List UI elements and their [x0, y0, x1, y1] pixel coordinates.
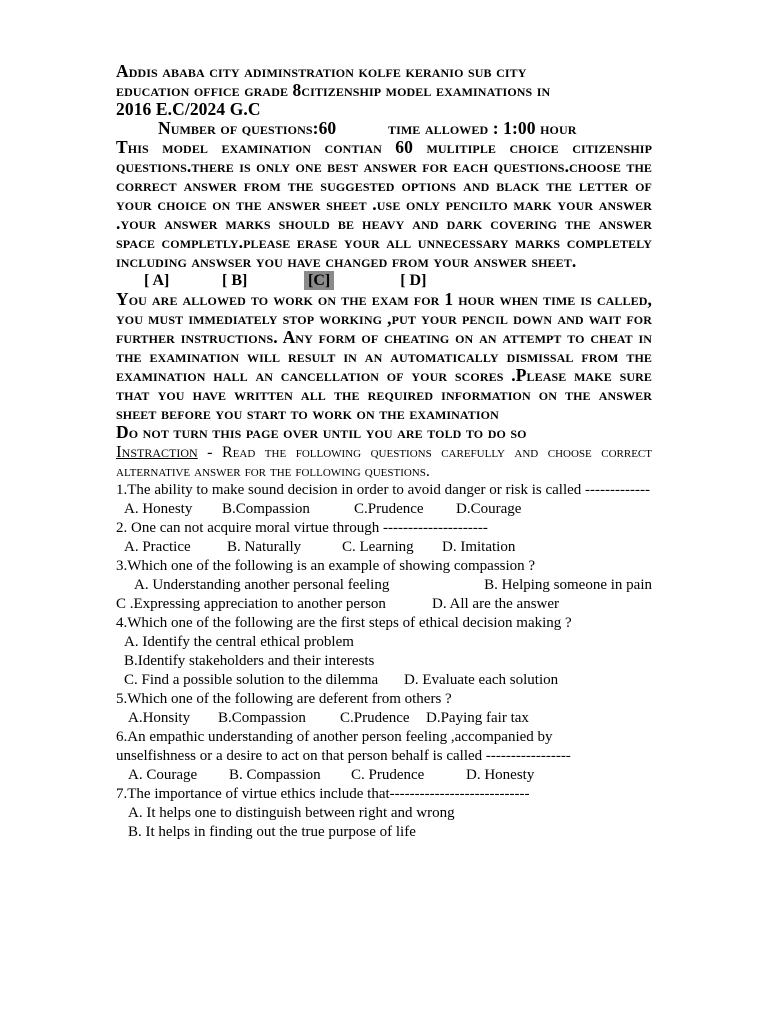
q2-option-b: B. Naturally [227, 539, 302, 555]
q1-option-b: B.Compassion [222, 501, 310, 517]
instraction-text: - Read the following questions carefully and choose correct alternative answer for the following questions. [116, 444, 652, 480]
question-1 [116, 481, 652, 519]
question-1-options [116, 500, 652, 519]
question-2-text: 2. One can not acquire moral virtue through --------------------- [116, 520, 488, 536]
question-4 [116, 614, 652, 690]
question-6-text-line-1: 6.An empathic understanding of another person feeling ,accompanied by [116, 729, 553, 745]
q4-option-c: C. Find a possible solution to the dilemma [124, 672, 379, 688]
q1-option-a: A. Honesty [124, 501, 193, 517]
q4-option-b: B.Identify stakeholders and their interests [124, 653, 375, 669]
question-3-options-row-2 [116, 595, 652, 614]
q1-option-c: C.Prudence [354, 501, 424, 517]
q2-option-d: D. Imitation [442, 539, 516, 555]
title-line-2: education office grade 8citizenship model examinations in [116, 80, 551, 100]
question-3-options-row-1 [116, 576, 652, 595]
instraction-label: Instraction [116, 442, 198, 461]
q3-option-c: C .Expressing appreciation to another person [116, 596, 386, 612]
q1-option-d: D.Courage [456, 501, 522, 517]
q3-option-d: D. All are the answer [432, 596, 560, 612]
answer-option-d: [ D] [400, 272, 427, 289]
title-line-1: Addis ababa city adiminstration kolfe keranio sub city [116, 61, 527, 81]
instraction-block [116, 442, 652, 481]
q4-option-a: A. Identify the central ethical problem [124, 634, 354, 650]
title-line-3: 2016 E.C/2024 G.C [116, 99, 261, 119]
time-allowed: time allowed : 1:00 hour [388, 118, 577, 138]
question-2-options [116, 538, 652, 557]
answer-option-a: [ A] [144, 272, 170, 289]
question-7-text: 7.The importance of virtue ethics include that---------------------------- [116, 786, 530, 802]
question-2 [116, 519, 652, 557]
exam-title [116, 62, 652, 119]
exam-page [116, 62, 652, 842]
answer-option-c-shaded: [C] [304, 271, 334, 290]
q6-option-b: B. Compassion [229, 767, 321, 783]
q2-option-a: A. Practice [124, 539, 191, 555]
q5-option-d: D.Paying fair tax [426, 710, 529, 726]
q3-option-b: B. Helping someone in pain [484, 577, 652, 593]
question-4-options-row-3 [116, 671, 652, 690]
question-7 [116, 785, 652, 842]
q3-option-a: A. Understanding another personal feeling [134, 577, 390, 593]
number-of-questions: Number of questions:60 [158, 118, 337, 138]
q7-option-a: A. It helps one to distinguish between right and wrong [128, 805, 455, 821]
do-not-turn-notice: Do not turn this page over until you are told to do so [116, 422, 527, 442]
question-6-text-line-2: unselfishness or a desire to act on that person behalf is called ----------------- [116, 748, 571, 764]
question-1-text: 1.The ability to make sound decision in order to avoid danger or risk is called ------------- [116, 482, 650, 498]
q6-option-d: D. Honesty [466, 767, 535, 783]
question-4-text: 4.Which one of the following are the first steps of ethical decision making ? [116, 615, 572, 631]
q5-option-b: B.Compassion [218, 710, 306, 726]
question-6 [116, 728, 652, 785]
q5-option-a: A.Honsity [128, 710, 191, 726]
question-5-options [116, 709, 652, 728]
instructions-paragraph-2: You are allowed to work on the exam for 1 hour when time is called, you must immediately stop working ,put your pencil down and wait for further instructions. Any form of cheating on an attempt to cheat in the examination will result in an automatically dismissal from the examination hall an cancellation of your scores .Please make sure that you have written all the required information on the answer sheet before you start to work on the examination [116, 289, 652, 423]
q6-option-c: C. Prudence [351, 767, 425, 783]
question-3 [116, 557, 652, 614]
exam-meta [116, 119, 652, 138]
answer-key-example [116, 271, 652, 290]
instructions-paragraph-1: This model examination contian 60 mulitiple choice citizenship questions.there is only one best answer for each questions.choose the correct answer from the suggested options and black the letter of your choice on the answer sheet .use only pencilto mark your answer .your answer marks should be heavy and dark covering the answer space completly.please erase your all unnecessary marks completely including answser you have changed from your answer sheet. [116, 137, 652, 271]
question-5-text: 5.Which one of the following are deferent from others ? [116, 691, 452, 707]
answer-option-b: [ B] [222, 272, 248, 289]
q4-option-d: D. Evaluate each solution [404, 672, 559, 688]
question-3-text: 3.Which one of the following is an example of showing compassion ? [116, 558, 536, 574]
question-6-options [116, 766, 652, 785]
questions-list [116, 481, 652, 842]
question-5 [116, 690, 652, 728]
q7-option-b: B. It helps in finding out the true purpose of life [128, 824, 416, 840]
q5-option-c: C.Prudence [340, 710, 410, 726]
q6-option-a: A. Courage [128, 767, 198, 783]
q2-option-c: C. Learning [342, 539, 414, 555]
